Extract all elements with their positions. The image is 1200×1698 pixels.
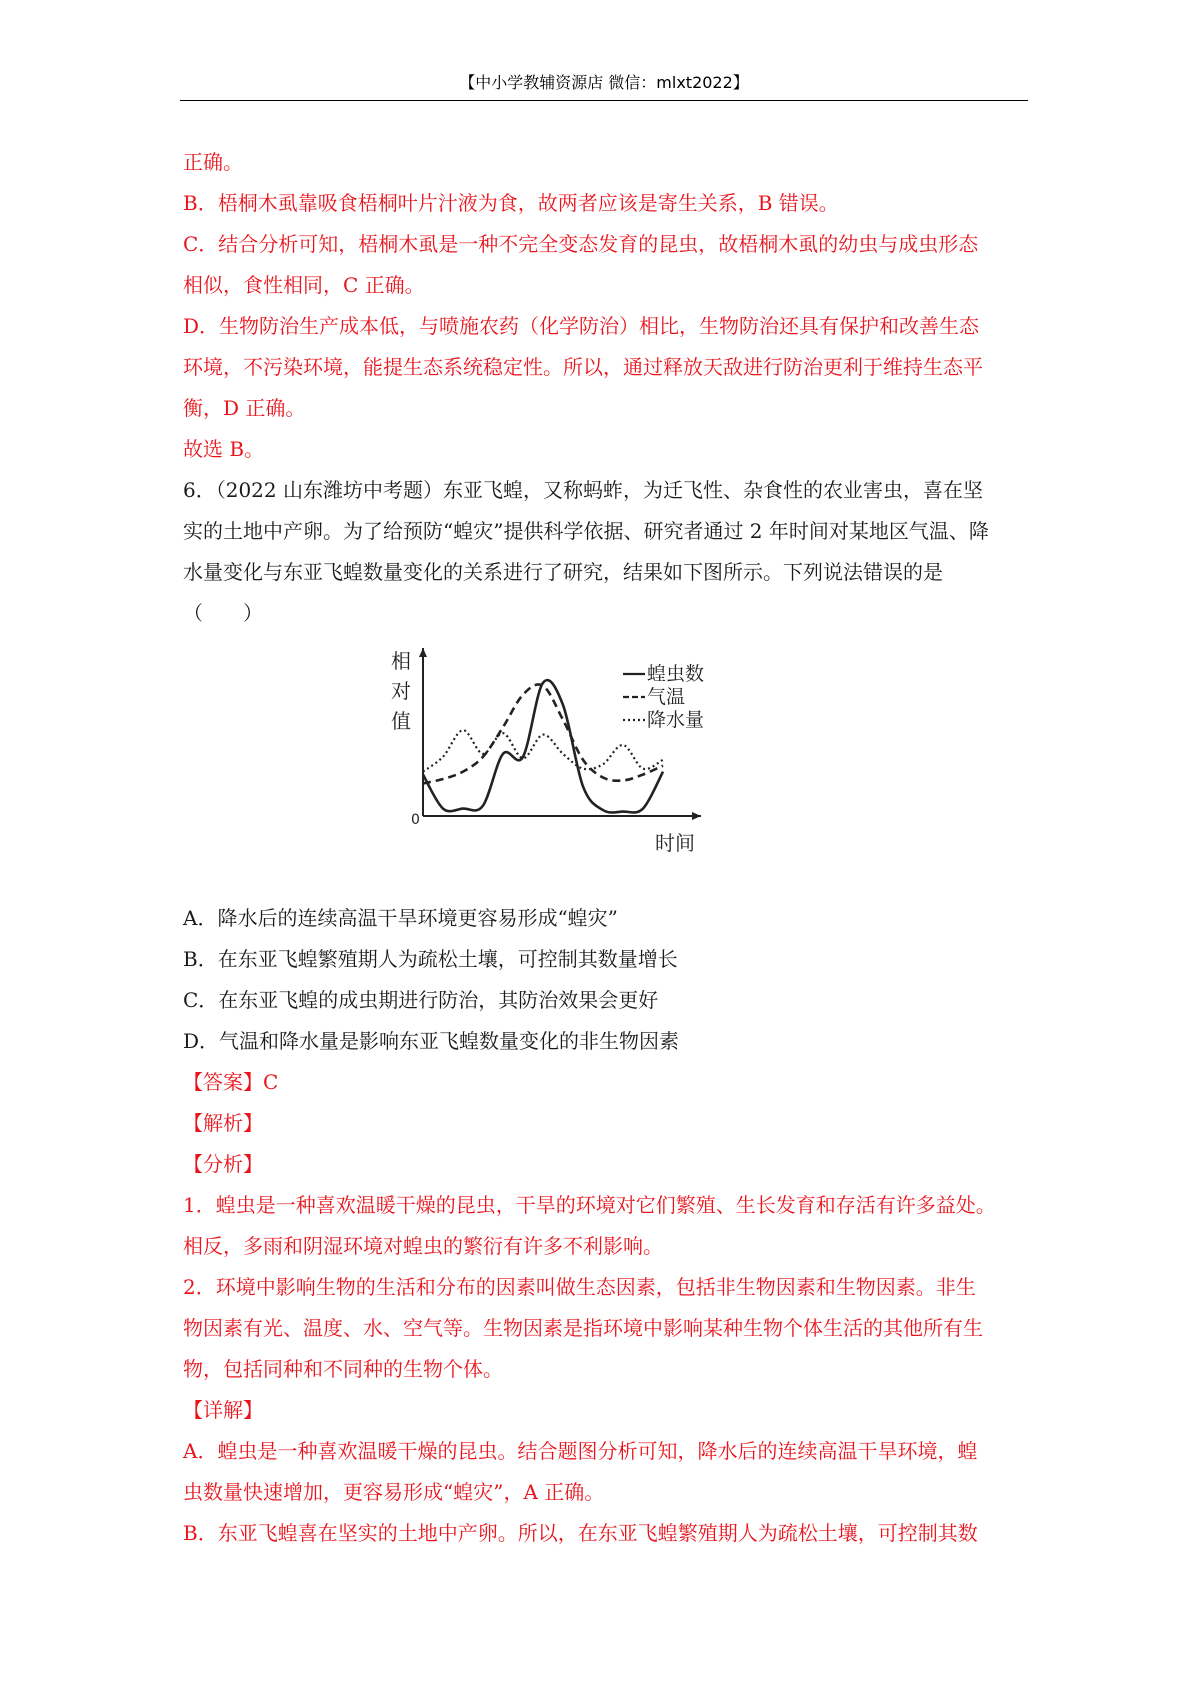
text-line: 相似，食性相同，C 正确。 — [183, 273, 425, 297]
legend-label: 气温 — [647, 686, 686, 708]
question-line: 6．（2022 山东潍坊中考题）东亚飞蝗，又称蚂蚱，为迁飞性、杂食性的农业害虫，喜在坚 — [183, 478, 983, 502]
page-header: 【中小学教辅资源店 微信：mlxt2022】 — [459, 73, 749, 92]
text-line: 环境，不污染环境，能提生态系统稳定性。所以，通过释放天敌进行防治更利于维持生态平 — [183, 355, 983, 379]
detail-line: 虫数量快速增加，更容易形成“蝗灾”，A 正确。 — [183, 1480, 605, 1504]
text-line: 正确。 — [183, 150, 243, 174]
origin-label: 0 — [411, 812, 420, 828]
detail-line: A．蝗虫是一种喜欢温暖干燥的昆虫。结合题图分析可知，降水后的连续高温干旱环境，蝗 — [183, 1439, 978, 1463]
question-line: 实的土地中产卵。为了给预防“蝗灾”提供科学依据、研究者通过 2 年时间对某地区气温、降 — [183, 519, 989, 543]
analysis-line: 物因素有光、温度、水、空气等。生物因素是指环境中影响某种生物个体生活的其他所有生 — [183, 1316, 983, 1340]
text-line: 衡，D 正确。 — [183, 396, 306, 420]
analysis-line: 物，包括同种和不同种的生物个体。 — [183, 1357, 503, 1381]
analysis-line: 相反，多雨和阴湿环境对蝗虫的繁衍有许多不利影响。 — [183, 1234, 663, 1258]
text-line: C．结合分析可知，梧桐木虱是一种不完全变态发育的昆虫，故梧桐木虱的幼虫与成虫形态 — [183, 232, 979, 256]
option-c: C．在东亚飞蝗的成虫期进行防治，其防治效果会更好 — [183, 988, 659, 1012]
line-chart — [383, 638, 743, 888]
document-body — [183, 142, 1029, 1554]
text-line: B．梧桐木虱靠吸食梧桐叶片汁液为食，故两者应该是寄生关系，B 错误。 — [183, 191, 839, 215]
detail-line: B．东亚飞蝗喜在坚实的土地中产卵。所以，在东亚飞蝗繁殖期人为疏松土壤，可控制其数 — [183, 1521, 978, 1545]
y-axis-arrow — [419, 648, 427, 657]
x-axis-arrow — [692, 812, 701, 820]
question-line: 水量变化与东亚飞蝗数量变化的关系进行了研究，结果如下图所示。下列说法错误的是 — [183, 560, 943, 584]
answer-label: 【答案】C — [183, 1070, 279, 1094]
xiangjie-label: 【详解】 — [183, 1398, 263, 1422]
analysis-line: 2．环境中影响生物的生活和分布的因素叫做生态因素，包括非生物因素和生物因素。非生 — [183, 1275, 976, 1299]
x-axis-label: 时间 — [655, 831, 695, 855]
text-line: D．生物防治生产成本低，与喷施农药（化学防治）相比，生物防治还具有保护和改善生态 — [183, 314, 980, 338]
series-line-3 — [423, 730, 663, 771]
chart-figure — [183, 634, 1029, 898]
question-line: （ ） — [183, 601, 263, 625]
option-d: D．气温和降水量是影响东亚飞蝗数量变化的非生物因素 — [183, 1029, 680, 1053]
y-axis-label: 值 — [391, 709, 411, 733]
jiexi-label: 【解析】 — [183, 1111, 263, 1135]
legend-label: 降水量 — [647, 709, 705, 731]
y-axis-label: 对 — [391, 679, 411, 703]
option-b: B．在东亚飞蝗繁殖期人为疏松土壤，可控制其数量增长 — [183, 947, 678, 971]
header-rule — [180, 100, 1028, 101]
y-axis-label: 相 — [391, 649, 411, 673]
legend-label: 蝗虫数 — [647, 663, 705, 685]
analysis-line: 1．蝗虫是一种喜欢温暖干燥的昆虫，干旱的环境对它们繁殖、生长发育和存活有许多益处。 — [183, 1193, 996, 1217]
fenxi-label: 【分析】 — [183, 1152, 263, 1176]
option-a: A．降水后的连续高温干旱环境更容易形成“蝗灾” — [183, 906, 618, 930]
text-line: 故选 B。 — [183, 437, 265, 461]
